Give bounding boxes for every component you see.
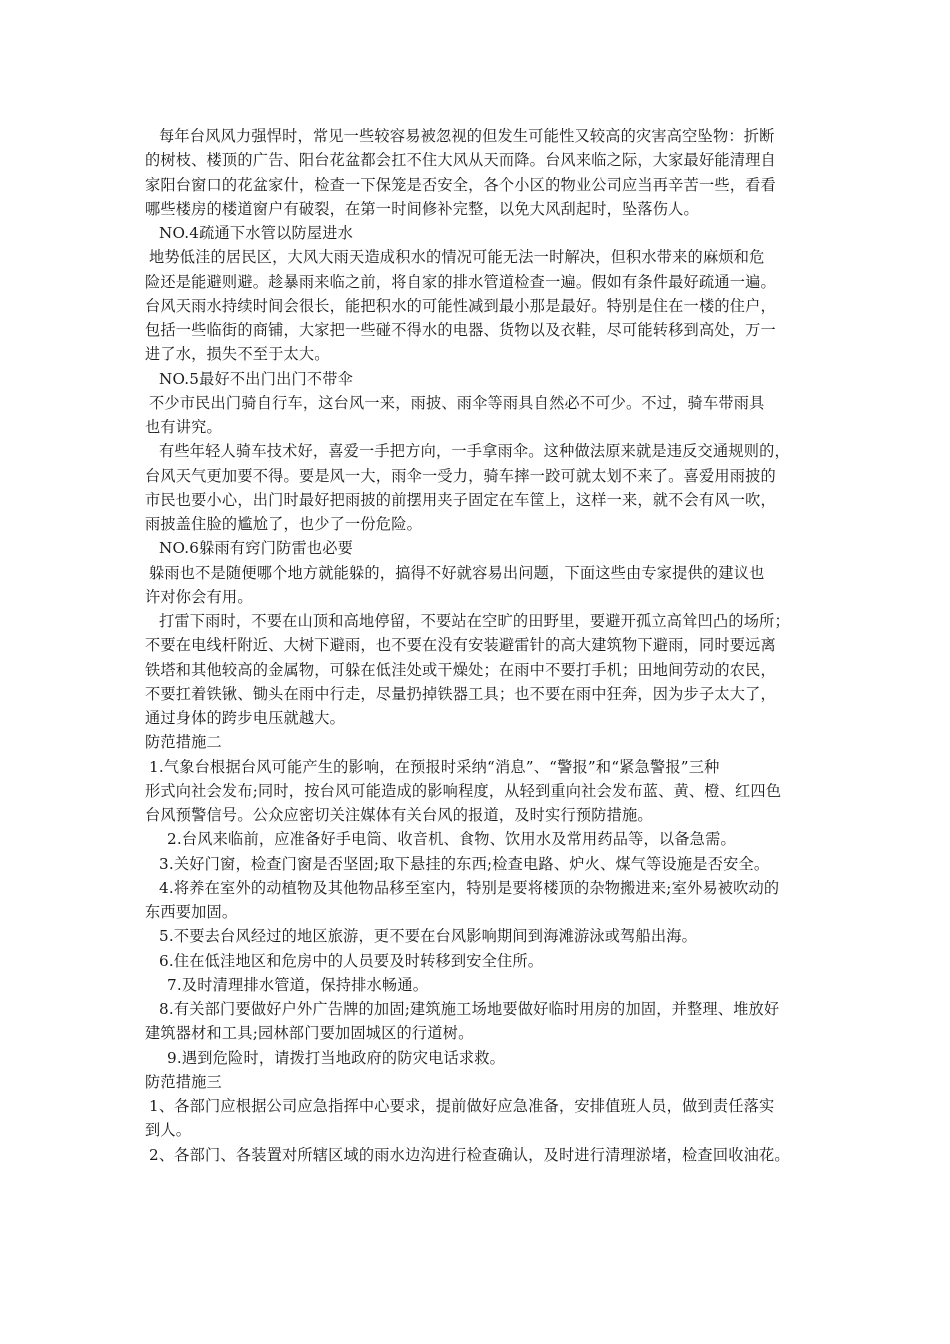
text-line: 的树枝、楼顶的广告、阳台花盆都会扛不住大风从天而降。台风来临之际，大家最好能清理自 — [145, 151, 776, 170]
text-line: 9.遇到危险时，请拨打当地政府的防灾电话求救。 — [167, 1048, 506, 1067]
text-line: 地势低洼的居民区，大风大雨天造成积水的情况可能无法一时解决，但积水带来的麻烦和危 — [149, 248, 765, 267]
text-line: 不要扛着铁锹、锄头在雨中行走，尽量扔掉铁器工具；也不要在雨中狂奔，因为步子太大了， — [145, 684, 776, 703]
text-line: 东西要加固。 — [145, 903, 238, 921]
text-line: 铁塔和其他较高的金属物，可躲在低洼处或干燥处；在雨中不要打手机；田地间劳动的农民， — [145, 660, 776, 679]
text-line: 许对你会有用。 — [145, 587, 253, 606]
text-line: 形式向社会发布;同时，按台风可能造成的影响程度，从轻到重向社会发布蓝、黄、橙、红四色 — [145, 781, 782, 800]
text-line: 7.及时清理排水管道，保持排水畅通。 — [167, 975, 429, 994]
text-line: 4.将养在室外的动植物及其他物品移至室内，特别是要将楼顶的杂物搬进来;室外易被吹动的 — [159, 878, 780, 897]
text-line: 台风天雨水持续时间会很长，能把积水的可能性减到最小那是最好。特别是住在一楼的住户， — [145, 296, 776, 315]
text-line: 到人。 — [145, 1121, 192, 1140]
text-line: 1、各部门应根据公司应急指挥中心要求，提前做好应急准备，安排值班人员，做到责任落实 — [149, 1097, 775, 1115]
text-line: 雨披盖住脸的尴尬了，也少了一份危险。 — [145, 515, 422, 533]
text-line: NO.6躲雨有窍门防雷也必要 — [159, 539, 354, 558]
text-line: NO.5最好不出门出门不带伞 — [159, 369, 354, 388]
text-line: 建筑器材和工具;园林部门要加固城区的行道树。 — [145, 1024, 474, 1043]
text-line: 进了水，损失不至于太大。 — [145, 345, 330, 364]
text-line: 台风预警信号。公众应密切关注媒体有关台风的报道，及时实行预防措施。 — [145, 806, 653, 824]
text-line: 不少市民出门骑自行车，这台风一来，雨披、雨伞等雨具自然必不可少。不过，骑车带雨具 — [149, 393, 765, 412]
text-line: 台风天气更加要不得。要是风一大，雨伞一受力，骑车摔一跤可就太划不来了。喜爱用雨披的 — [145, 466, 776, 485]
text-line: 1.气象台根据台风可能产生的影响，在预报时采纳“消息”、“警报”和“紧急警报”三种 — [149, 757, 720, 776]
text-line: 2.台风来临前，应准备好手电筒、收音机、食物、饮用水及常用药品等，以备急需。 — [167, 830, 736, 849]
text-line: 通过身体的跨步电压就越大。 — [145, 709, 346, 727]
text-line: 也有讲究。 — [145, 418, 222, 436]
text-line: 防范措施二 — [145, 733, 222, 752]
text-line: 躲雨也不是随便哪个地方就能躲的，搞得不好就容易出问题，下面这些由专家提供的建议也 — [149, 563, 765, 582]
text-line: 打雷下雨时，不要在山顶和高地停留，不要站在空旷的田野里，要避开孤立高耸凹凸的场所； — [159, 612, 790, 630]
text-line: 每年台风风力强悍时，常见一些较容易被忽视的但发生可能性又较高的灾害高空坠物：折断 — [159, 127, 775, 145]
text-line: 5.不要去台风经过的地区旅游，更不要在台风影响期间到海滩游泳或驾船出海。 — [159, 927, 698, 946]
text-line: 2、各部门、各装置对所辖区域的雨水边沟进行检查确认，及时进行清理淤堵，检查回收油花。 — [149, 1145, 790, 1164]
text-line: 哪些楼房的楼道窗户有破裂，在第一时间修补完整，以免大风刮起时，坠落伤人。 — [145, 199, 699, 218]
text-line: 6.住在低洼地区和危房中的人员要及时转移到安全住所。 — [159, 951, 544, 970]
text-line: 防范措施三 — [145, 1072, 222, 1091]
text-line: 3.关好门窗，检查门窗是否坚固;取下悬挂的东西;检查电路、炉火、煤气等设施是否安全。 — [159, 854, 770, 873]
text-line: 包括一些临街的商铺，大家把一些碰不得水的电器、货物以及衣鞋，尽可能转移到高处，万一 — [145, 321, 776, 339]
text-line: 有些年轻人骑车技术好，喜爱一手把方向，一手拿雨伞。这种做法原来就是违反交通规则的， — [159, 442, 790, 461]
text-line: 8.有关部门要做好户外广告牌的加固;建筑施工场地要做好临时用房的加固，并整理、堆放好 — [159, 1000, 780, 1018]
document-body — [145, 124, 825, 1167]
text-line: 险还是能避则避。趁暴雨来临之前，将自家的排水管道检查一遍。假如有条件最好疏通一遍。 — [145, 272, 776, 291]
text-line: NO.4疏通下水管以防屋进水 — [159, 224, 354, 242]
text-line: 家阳台窗口的花盆家什，检查一下保笼是否安全，各个小区的物业公司应当再辛苦一些，看看 — [145, 175, 776, 194]
text-line: 市民也要小心，出门时最好把雨披的前摆用夹子固定在车筐上，这样一来，就不会有风一吹， — [145, 490, 776, 509]
text-line: 不要在电线杆附近、大树下避雨，也不要在没有安装避雷针的高大建筑物下避雨，同时要远离 — [145, 636, 776, 655]
